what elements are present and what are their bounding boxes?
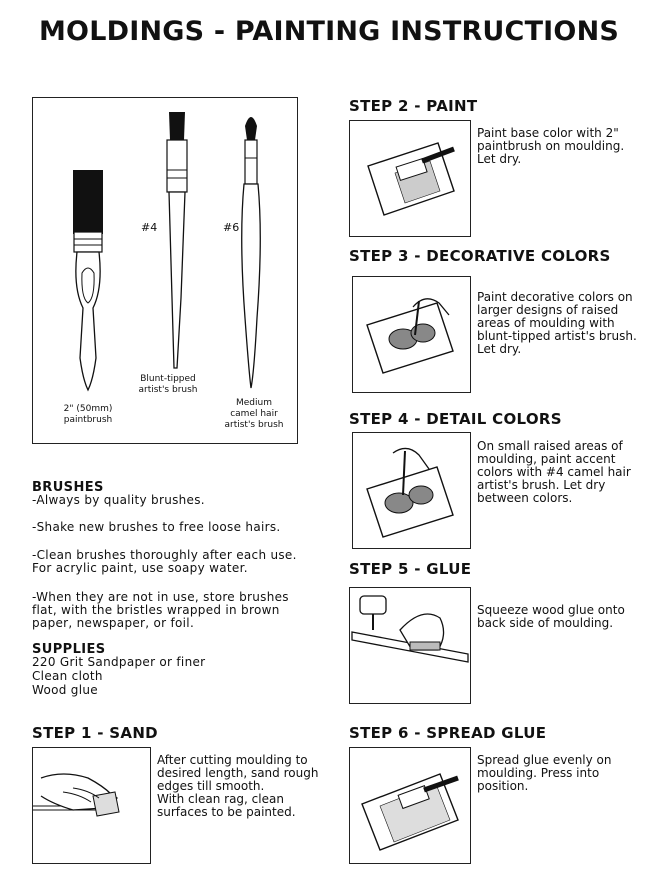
brushes-heading: BRUSHES bbox=[32, 480, 104, 495]
brushes-tip-2: -Shake new brushes to free loose hairs. bbox=[32, 520, 281, 534]
decorative-paint-illustration bbox=[353, 277, 472, 394]
step-4-illustration-box bbox=[352, 432, 471, 549]
supply-item: Clean cloth bbox=[32, 669, 103, 683]
blunt-tipped-brush-icon bbox=[167, 112, 187, 368]
brush-label-6: #6 bbox=[223, 221, 240, 234]
brushes-illustration-panel bbox=[32, 97, 298, 444]
step-1-heading: STEP 1 - SAND bbox=[32, 724, 158, 742]
step-6-heading: STEP 6 - SPREAD GLUE bbox=[349, 724, 547, 742]
step-3-illustration-box bbox=[352, 276, 471, 393]
supply-item: Wood glue bbox=[32, 683, 98, 697]
step-4-text: On small raised areas of moulding, paint accent colors with #4 camel hair artist's brush. Let dry between colors. bbox=[477, 439, 631, 505]
brushes-tip-3: -Clean brushes thoroughly after each use. For acrylic paint, use soapy water. bbox=[32, 548, 297, 575]
base-paint-illustration bbox=[350, 121, 472, 238]
step-1-illustration-box bbox=[32, 747, 151, 864]
step-4-heading: STEP 4 - DETAIL COLORS bbox=[349, 410, 562, 428]
brushes-tip-4: -When they are not in use, store brushes flat, with the bristles wrapped in brown paper, newspaper, or foil. bbox=[32, 590, 289, 630]
caption-camel-brush: Medium camel hair artist's brush bbox=[224, 398, 284, 430]
caption-blunt-brush: Blunt-tipped artist's brush bbox=[138, 374, 198, 395]
step-6-illustration-box bbox=[349, 747, 471, 864]
brushes-tip-1: -Always by quality brushes. bbox=[32, 493, 205, 507]
step-5-illustration-box bbox=[349, 587, 471, 704]
spread-glue-illustration bbox=[350, 748, 472, 865]
step-2-illustration-box bbox=[349, 120, 471, 237]
supply-item: 220 Grit Sandpaper or finer bbox=[32, 655, 206, 669]
step-3-text: Paint decorative colors on larger designs of raised areas of moulding with blunt-tipped artist's brush. Let dry. bbox=[477, 290, 637, 356]
camel-hair-brush-icon bbox=[242, 117, 261, 388]
sanding-hand-illustration bbox=[33, 748, 152, 865]
step-5-heading: STEP 5 - GLUE bbox=[349, 560, 472, 578]
detail-paint-illustration bbox=[353, 433, 472, 550]
brush-label-4: #4 bbox=[141, 221, 158, 234]
step-3-heading: STEP 3 - DECORATIVE COLORS bbox=[349, 247, 611, 265]
step-1-text: After cutting moulding to desired length, sand rough edges till smooth. With clean rag, clean surfaces to be painted. bbox=[157, 753, 319, 819]
step-5-text: Squeeze wood glue onto back side of moulding. bbox=[477, 603, 625, 630]
step-6-text: Spread glue evenly on moulding. Press into position. bbox=[477, 753, 612, 793]
glue-bottle-illustration bbox=[350, 588, 472, 705]
step-2-heading: STEP 2 - PAINT bbox=[349, 97, 478, 115]
supplies-heading: SUPPLIES bbox=[32, 642, 106, 657]
page-title: MOLDINGS - PAINTING INSTRUCTIONS bbox=[38, 16, 620, 47]
step-2-text: Paint base color with 2" paintbrush on moulding. Let dry. bbox=[477, 126, 625, 166]
wide-paintbrush-icon bbox=[73, 170, 103, 390]
caption-paintbrush: 2" (50mm) paintbrush bbox=[63, 404, 113, 425]
